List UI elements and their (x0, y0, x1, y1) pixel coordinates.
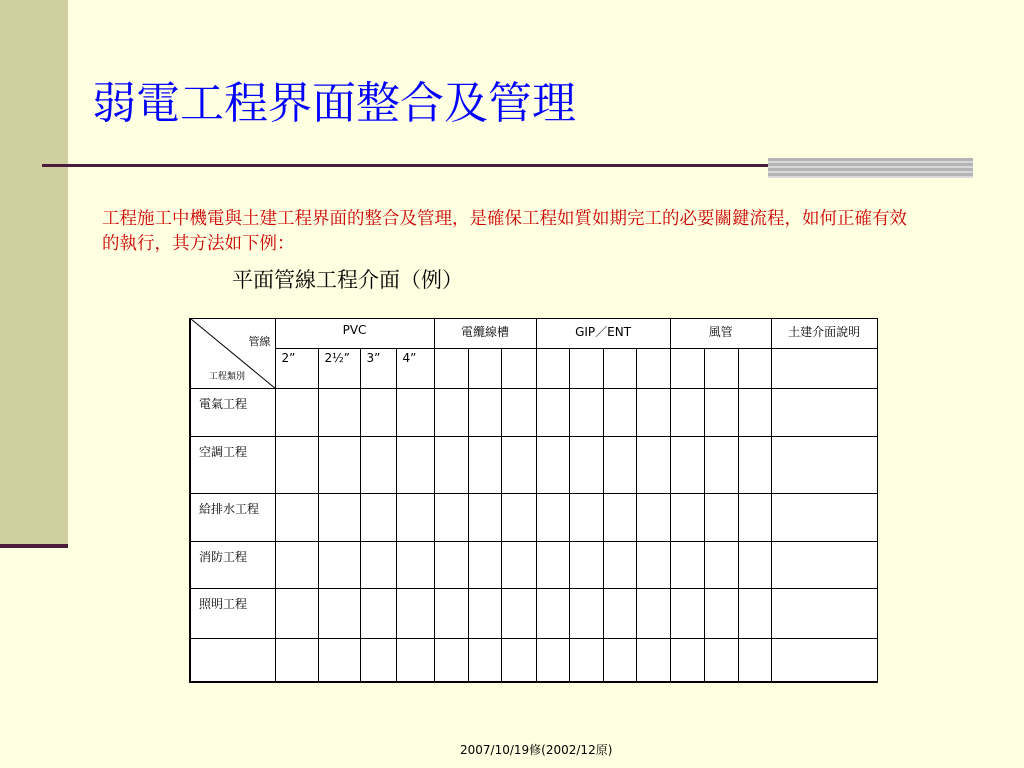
row-label (190, 639, 275, 682)
slide-title: 弱電工程界面整合及管理 (92, 78, 576, 129)
header-cable-tray: 電纜線槽 (434, 319, 536, 349)
table-cell (569, 349, 603, 389)
table-cell (636, 349, 670, 389)
row-label: 消防工程 (190, 542, 275, 589)
corner-label-category: 工程類別 (209, 372, 246, 382)
side-bar (0, 0, 68, 544)
row-label: 空調工程 (190, 437, 275, 494)
table-caption: 平面管線工程介面（例） (232, 268, 463, 292)
pvc-size-2-half: 2½” (318, 349, 360, 389)
pvc-size-4: 4” (396, 349, 434, 389)
side-bar-line (0, 544, 68, 548)
table-row (190, 639, 877, 682)
table-cell (771, 349, 877, 389)
header-civil-interface: 土建介面說明 (771, 319, 877, 349)
footer-date: 2007/10/19修(2002/12原) (460, 743, 613, 757)
table-row (190, 589, 877, 639)
row-label: 給排水工程 (190, 494, 275, 542)
intro-text: 工程施工中機電與土建工程界面的整合及管理，是確保工程如質如期完工的必要關鍵流程，如何正確有效的執行，其方法如下例： (102, 209, 907, 254)
header-duct: 風管 (670, 319, 771, 349)
table-row (190, 494, 877, 542)
table-cell (670, 349, 704, 389)
table-row (190, 542, 877, 589)
table-cell (738, 349, 771, 389)
pvc-size-3: 3” (360, 349, 396, 389)
corner-header-cell (190, 319, 275, 389)
table-cell (704, 349, 738, 389)
header-pvc: PVC (275, 319, 434, 349)
title-rule-accent (768, 158, 973, 178)
table-row (190, 437, 877, 494)
corner-label-pipeline: 管線 (248, 335, 271, 348)
table-cell (603, 349, 636, 389)
interface-table (189, 318, 878, 683)
row-label: 電氣工程 (190, 389, 275, 437)
table-cell (501, 349, 536, 389)
title-rule (42, 164, 772, 167)
table-cell (536, 349, 569, 389)
table-row (190, 389, 877, 437)
table-cell (468, 349, 501, 389)
row-label: 照明工程 (190, 589, 275, 639)
pvc-size-2: 2” (275, 349, 318, 389)
header-gip-ent: GIP／ENT (536, 319, 670, 349)
table-cell (434, 349, 468, 389)
